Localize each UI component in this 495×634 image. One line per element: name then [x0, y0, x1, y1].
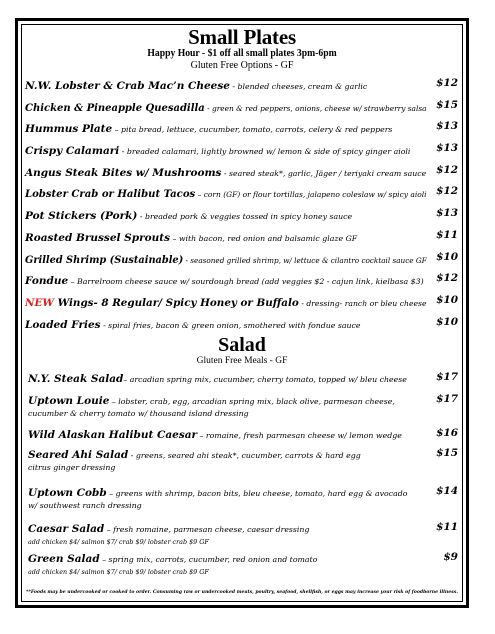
item-name: Loaded Fries	[25, 318, 101, 331]
item-price: $13	[436, 120, 458, 133]
menu-item	[24, 95, 460, 117]
item-description-continued: w/ southwest ranch dressing	[28, 501, 142, 511]
item-name: Roasted Brussel Sprouts	[25, 231, 171, 244]
item-addons: add chicken $4/ salmon $7/ crab $9/ lobster crab $9 GF	[28, 538, 209, 547]
salad-item	[24, 369, 460, 391]
item-price: $14	[436, 485, 458, 498]
item-description: - blended cheeses, cream & garlic	[229, 82, 368, 91]
menu-item	[24, 247, 460, 269]
item-price: $12	[436, 163, 458, 176]
menu-frame	[15, 18, 469, 608]
item-price: $12	[436, 77, 458, 89]
menu-item	[24, 203, 460, 225]
menu-item	[24, 225, 460, 247]
salad-item	[24, 519, 460, 549]
item-description: - breaded pork & veggies tossed in spicy honey sauce	[137, 212, 353, 222]
menu-item	[24, 268, 460, 290]
salad-item	[24, 483, 460, 519]
item-price: $9	[443, 551, 458, 564]
item-name: Grilled Shrimp (Sustainable)	[25, 254, 184, 266]
item-price: $17	[436, 371, 458, 384]
item-description: – with bacon, red onion and balsamic glaze GF	[170, 233, 358, 243]
item-price: $13	[436, 207, 458, 220]
item-description-continued: citrus ginger dressing	[28, 463, 116, 473]
item-name: N.W. Lobster & Crab Mac’n Cheese	[25, 80, 230, 92]
item-description: - seared steak*, garlic, Jäger / teriyaki cream sauce	[221, 168, 427, 178]
salad-item	[24, 549, 460, 579]
item-price: $12	[436, 272, 458, 285]
item-name: Wild Alaskan Halibut Caesar	[28, 429, 198, 442]
item-name: Hummus Plate	[25, 123, 113, 136]
item-name: Green Salad	[28, 553, 100, 566]
salad-item	[24, 445, 460, 483]
item-price: $15	[436, 98, 458, 111]
item-name: Uptown Cobb	[28, 487, 107, 500]
menu-item	[24, 312, 460, 334]
item-name: Chicken & Pineapple Quesadilla	[25, 102, 205, 114]
item-description: – romaine, fresh parmesan cheese w/ lemon wedge	[197, 431, 402, 441]
new-badge: NEW	[25, 296, 54, 309]
item-price: $10	[436, 315, 458, 328]
item-name: N.Y. Steak Salad	[28, 373, 124, 386]
item-name: Crispy Calamari	[25, 145, 120, 158]
item-name: Uptown Louie	[28, 395, 110, 408]
menu-item	[24, 160, 460, 182]
menu-item	[24, 73, 460, 95]
salad-item	[24, 391, 460, 425]
item-name: Fondue	[25, 275, 69, 288]
item-description: - seasoned grilled shrimp, w/ lettuce & cilantro cocktail sauce GF	[183, 255, 427, 265]
item-description: - green & red peppers, onions, cheese w/ strawberry salsa	[204, 103, 427, 113]
item-description: - greens, seared ahi steak*, cucumber, carrots & hard egg	[128, 451, 361, 461]
gluten-free-options-note: Gluten Free Options - GF	[190, 60, 294, 71]
item-description-continued: cucumber & cherry tomato w/ thousand island dressing	[28, 409, 249, 419]
item-name: Caesar Salad	[28, 523, 105, 536]
happy-hour-note: Happy Hour - $1 off all small plates 3pm-6pm	[147, 48, 337, 59]
item-description: – Barrelroom cheese sauce w/ sourdough bread (add veggies $2 - cajun link, kielbasa $3)	[68, 277, 424, 287]
item-name: Seared Ahi Salad	[28, 449, 129, 462]
item-addons: add chicken $4/ salmon $7/ crab $9/ lobster crab $9 GF	[28, 568, 209, 577]
item-name: Angus Steak Bites w/ Mushrooms	[25, 166, 222, 179]
item-description: – arcadian spring mix, cucumber, cherry tomato, topped w/ bleu cheese	[123, 375, 407, 385]
item-price: $15	[436, 447, 458, 460]
item-price: $10	[436, 250, 458, 263]
item-description: – fresh romaine, parmesan cheese, caesar dressing	[104, 525, 310, 535]
food-safety-disclaimer: **Foods may be undercooked or cooked to order. Consuming raw or undercooked meats, poultry, seafood, shellfish, or eggs may increase your risk of foodborne illness.	[26, 590, 458, 595]
item-description: – spring mix, carrots, cucumber, red onion and tomato	[99, 555, 318, 565]
item-price: $11	[436, 521, 458, 534]
item-price: $12	[436, 185, 458, 198]
menu-item	[24, 290, 460, 312]
salad-item	[24, 425, 460, 445]
item-price: $17	[436, 393, 458, 406]
item-name: Wings- 8 Regular/ Spicy Honey or Buffalo	[53, 296, 299, 309]
item-price: $16	[436, 427, 458, 440]
salad-list	[24, 369, 460, 579]
gluten-free-meals-note: Gluten Free Meals - GF	[196, 356, 288, 367]
item-description: – corn (GF) or flour tortillas, jalapeno coleslaw w/ spicy aioli	[195, 190, 427, 200]
small-plates-list	[24, 73, 460, 333]
item-description: - breaded calamari, lightly browned w/ lemon & side of spicy ginger aioli	[119, 147, 411, 157]
item-description: – lobster, crab, egg, arcadian spring mix, black olive, parmesan cheese,	[109, 397, 395, 407]
item-price: $13	[436, 142, 458, 155]
item-description: - spiral fries, bacon & green onion, smothered with fondue sauce	[100, 320, 361, 330]
item-description: – pita bread, lettuce, cucumber, tomato, carrots, celery & red peppers	[112, 125, 393, 135]
menu-item	[24, 138, 460, 160]
menu-item	[24, 116, 460, 138]
menu-item	[24, 181, 460, 203]
item-price: $10	[436, 293, 458, 306]
menu-content	[24, 26, 460, 600]
item-description: - dressing- ranch or bleu cheese	[298, 298, 427, 308]
small-plates-title: Small Plates	[188, 25, 296, 49]
item-price: $11	[436, 228, 458, 241]
item-name: Pot Stickers (Pork)	[25, 210, 138, 223]
salad-title: Salad	[218, 334, 266, 357]
item-name: Lobster Crab or Halibut Tacos	[25, 189, 196, 201]
item-description: – greens with shrimp, bacon bits, bleu cheese, tomato, hard egg & avocado	[106, 489, 408, 499]
